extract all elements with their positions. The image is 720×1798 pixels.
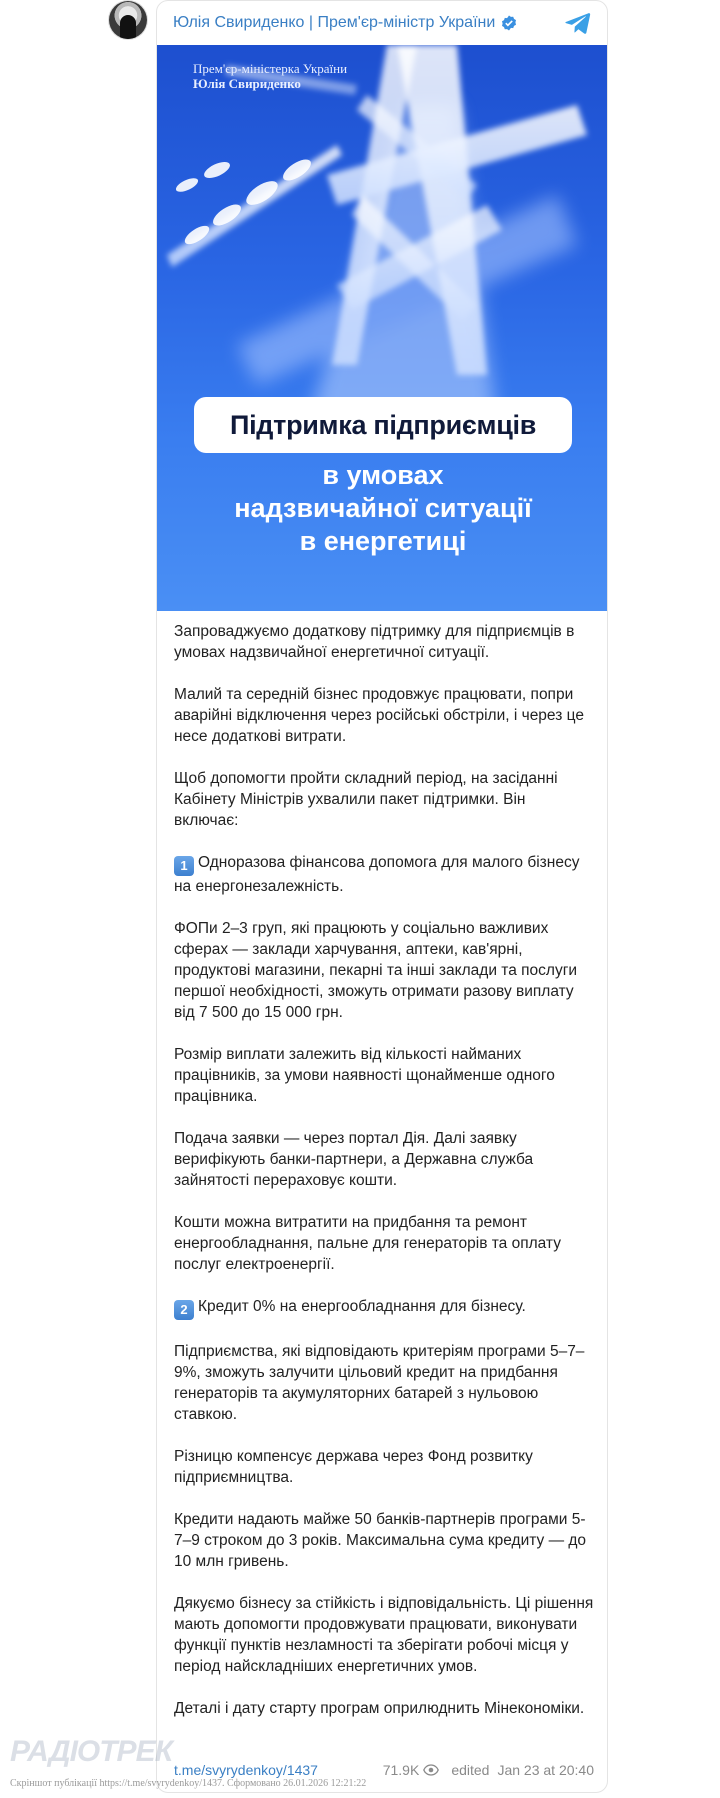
paragraph: ФОПи 2–3 груп, які працюють у соціально важливих сферах — заклади харчування, аптеки, кав'ярні, продуктові магазини, пекарні та інші заклади та послуги першої необхідності, зможуть отримати разову виплату від 7 500 до 15 000 грн.: [174, 920, 578, 1021]
hero-signature-title: Прем'єр-міністерка України: [193, 61, 348, 76]
hero-signature-name: Юлія Свириденко: [193, 76, 301, 91]
keycap-2-icon: 2: [174, 1300, 194, 1320]
paragraph: Деталі і дату старту програм оприлюднить Мінекономіки.: [174, 1700, 585, 1717]
post-date[interactable]: Jan 23 at 20:40: [497, 1762, 594, 1778]
post-link[interactable]: t.me/svyrydenkoy/1437: [174, 1762, 318, 1778]
eye-icon: [423, 1764, 439, 1776]
channel-avatar[interactable]: [109, 1, 147, 39]
paragraph: Малий та середній бізнес продовжує працювати, попри аварійні відключення через російські обстріли, і через це несе додаткові витрати.: [174, 686, 584, 745]
post-text: [174, 621, 594, 1740]
post-header: [157, 1, 607, 45]
screenshot-caption: Скріншот публікації https://t.me/svyrydenkoy/1437. Сформовано 26.01.2026 12:21:22: [10, 1778, 367, 1789]
keycap-1-icon: 1: [174, 856, 194, 876]
paragraph: Розмір виплати залежить від кількості найманих працівників, за умови наявності щонайменше одного працівника.: [174, 1046, 555, 1105]
verified-badge-icon: [501, 15, 517, 31]
paragraph: Кошти можна витратити на придбання та ремонт енергообладнання, пальне для генераторів та оплату послуг електроенергії.: [174, 1214, 561, 1273]
hero-subtitle: в умовах надзвичайної ситуації в енергетиці: [234, 460, 532, 556]
watermark-text: РАДІОТРЕК: [10, 1735, 173, 1768]
paragraph: Кредити надають майже 50 банків-партнерів програми 5-7–9 строком до 3 років. Максимальна сума кредиту — до 10 млн гривень.: [174, 1511, 587, 1570]
paragraph: Подача заявки — через портал Дія. Далі заявку верифікують банки-партнери, а Державна служба зайнятості перераховує кошти.: [174, 1130, 534, 1189]
edited-label: edited: [451, 1762, 490, 1778]
paragraph: Підприємства, які відповідають критеріям програми 5–7–9%, зможуть залучити цільовий кредит на придбання генераторів та акумуляторних батарей з нульовою ставкою.: [174, 1343, 585, 1423]
paragraph-text: Одноразова фінансова допомога для малого бізнесу на енергонезалежність.: [174, 854, 580, 895]
channel-name-link[interactable]: Юлія Свириденко | Прем'єр-міністр України: [173, 14, 496, 31]
post-hero-image[interactable]: [157, 45, 607, 611]
paragraph: Щоб допомогти пройти складний період, на засіданні Кабінету Міністрів ухвалили пакет підтримки. Він включає:: [174, 770, 558, 829]
radiotrek-watermark-logo: [10, 1733, 173, 1771]
paragraph: Різницю компенсує держава через Фонд розвитку підприємництва.: [174, 1448, 533, 1486]
paragraph: Запроваджуємо додаткову підтримку для підприємців в умовах надзвичайної енергетичної ситуації.: [174, 623, 575, 661]
paragraph: Дякуємо бізнесу за стійкість і відповідальність. Ці рішення мають допомогти продовжувати працювати, виконувати функції пунктів незламності та зберігати робочі місця у період найскладніших енергетичних умов.: [174, 1595, 594, 1675]
paragraph-text: Кредит 0% на енергообладнання для бізнесу.: [198, 1298, 526, 1315]
hero-title: Підтримка підприємців: [194, 397, 572, 453]
telegram-post-card: [156, 0, 608, 1793]
view-count: 71.9K: [382, 1762, 420, 1778]
paragraph-numbered-2: [174, 1296, 594, 1320]
paragraph-numbered-1: [174, 852, 594, 897]
telegram-icon[interactable]: [565, 12, 591, 34]
hero-signature: [193, 61, 347, 91]
